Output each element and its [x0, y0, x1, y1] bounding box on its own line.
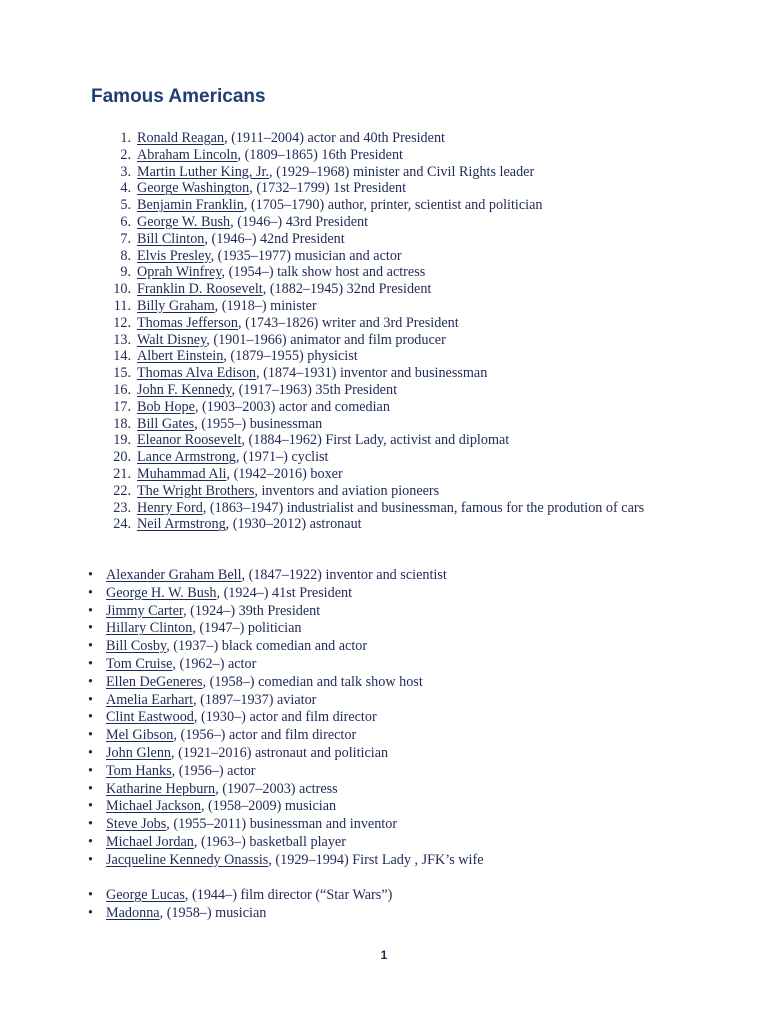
item-number: 3. [120, 163, 131, 180]
item-number: 21. [113, 465, 131, 482]
person-link[interactable]: Abraham Lincoln [137, 146, 238, 163]
list-item [100, 449, 700, 466]
list-item [88, 585, 688, 603]
list-item [100, 180, 700, 197]
list-item [88, 727, 688, 745]
item-description: , (1929–1994) First Lady , JFK’s wife [268, 851, 484, 868]
person-link[interactable]: George W. Bush [137, 213, 231, 230]
item-number: 5. [120, 197, 131, 214]
person-link[interactable]: Lance Armstrong [137, 449, 236, 466]
item-description: , (1743–1826) writer and 3rd President [238, 314, 459, 331]
list-item [88, 781, 688, 799]
item-number: 13. [113, 331, 131, 348]
item-description: , (1897–1937) aviator [193, 691, 317, 708]
item-number: 11. [113, 297, 131, 314]
person-link[interactable]: John F. Kennedy [137, 381, 232, 398]
item-number: 19. [113, 432, 131, 449]
item-number: 12. [113, 314, 131, 331]
item-description: , (1918–) minister [214, 297, 317, 314]
person-link[interactable]: Oprah Winfrey [137, 264, 222, 281]
person-link[interactable]: Ronald Reagan [137, 130, 225, 146]
list-item [88, 905, 688, 923]
item-number: 17. [113, 398, 131, 415]
item-number: 23. [113, 499, 131, 516]
person-link[interactable]: The Wright Brothers [137, 482, 255, 499]
list-item [100, 281, 700, 298]
item-description: , (1958–) comedian and talk show host [202, 673, 423, 690]
item-description: , (1958–2009) musician [200, 798, 337, 815]
person-link[interactable]: Tom Cruise [106, 655, 173, 672]
person-link[interactable]: Elvis Presley [137, 247, 211, 264]
item-number: 15. [113, 365, 131, 382]
list-item [100, 382, 700, 399]
item-description: , (1956–) actor [171, 762, 256, 779]
item-number: 10. [113, 281, 131, 298]
list-item [100, 399, 700, 416]
item-description: , (1935–1977) musician and actor [210, 247, 402, 264]
person-link[interactable]: Bob Hope [137, 398, 195, 415]
person-link[interactable]: Bill Clinton [137, 230, 205, 247]
person-link[interactable]: Alexander Graham Bell [106, 567, 242, 583]
item-description: , (1901–1966) animator and film producer [206, 331, 446, 348]
list-item [100, 500, 700, 517]
person-link[interactable]: Bill Cosby [106, 638, 167, 655]
list-item [88, 656, 688, 674]
person-link[interactable]: Clint Eastwood [106, 709, 194, 726]
person-link[interactable]: Henry Ford [137, 499, 203, 516]
item-description: , (1971–) cyclist [235, 449, 329, 466]
item-description: , (1929–1968) minister and Civil Rights leader [269, 163, 535, 180]
item-description: , (1863–1947) industrialist and businessman, famous for the prodution of cars [202, 499, 645, 516]
item-description: , (1946–) 42nd President [204, 230, 345, 247]
item-description: , (1962–) actor [172, 655, 257, 672]
list-item [88, 745, 688, 763]
person-link[interactable]: Muhammad Ali [137, 465, 227, 482]
list-item [100, 315, 700, 332]
list-item [88, 638, 688, 656]
item-description: , (1917–1963) 35th President [231, 381, 398, 398]
item-number: 18. [113, 415, 131, 432]
item-description: , (1942–2016) boxer [226, 465, 343, 482]
item-description: , inventors and aviation pioneers [254, 482, 440, 499]
item-description: , (1944–) film director (“Star Wars”) [184, 887, 393, 903]
list-item [88, 603, 688, 621]
person-link[interactable]: Hillary Clinton [106, 620, 193, 637]
list-item [88, 834, 688, 852]
list-item [100, 332, 700, 349]
list-item [100, 248, 700, 265]
person-link[interactable]: Benjamin Franklin [137, 197, 244, 214]
item-description: , (1947–) politician [192, 620, 302, 637]
page-number: 1 [380, 948, 388, 962]
person-link[interactable]: John Glenn [106, 744, 172, 761]
list-item [100, 147, 700, 164]
item-description: , (1956–) actor and film director [173, 727, 357, 744]
list-item [88, 763, 688, 781]
item-description: , (1911–2004) actor and 40th President [224, 130, 445, 146]
bullet-list [88, 567, 688, 870]
person-link[interactable]: Amelia Earhart [106, 691, 194, 708]
item-number: 22. [113, 482, 131, 499]
item-description: , (1930–2012) astronaut [225, 516, 362, 533]
list-item [100, 164, 700, 181]
item-description: , (1921–2016) astronaut and politician [171, 744, 389, 761]
list-item [100, 298, 700, 315]
item-description: , (1884–1962) First Lady, activist and diplomat [241, 432, 510, 449]
item-description: , (1955–2011) businessman and inventor [166, 816, 398, 833]
item-description: , (1907–2003) actress [215, 780, 338, 797]
list-item [100, 416, 700, 433]
item-description: , (1954–) talk show host and actress [221, 264, 426, 281]
item-description: , (1958–) musician [159, 904, 267, 921]
list-item [100, 264, 700, 281]
item-description: , (1946–) 43rd President [230, 213, 369, 230]
person-link[interactable]: Madonna [106, 904, 160, 921]
item-description: , (1963–) basketball player [193, 833, 346, 850]
item-description: , (1882–1945) 32nd President [262, 281, 432, 298]
list-item [88, 887, 688, 905]
item-description: , (1879–1955) physicist [223, 348, 358, 365]
item-description: , (1809–1865) 16th President [237, 146, 403, 163]
list-item [88, 620, 688, 638]
list-item [100, 432, 700, 449]
page-title: Famous Americans [91, 86, 266, 107]
item-number: 7. [120, 230, 131, 247]
item-number: 4. [120, 180, 131, 197]
item-description: , (1732–1799) 1st President [249, 180, 407, 197]
item-description: , (1955–) businessman [194, 415, 323, 432]
item-number: 2. [120, 146, 131, 163]
bullet-list [88, 887, 688, 923]
list-item [100, 231, 700, 248]
person-link[interactable]: Walt Disney [137, 331, 207, 348]
item-description: , (1705–1790) author, printer, scientist and politician [243, 197, 543, 214]
person-link[interactable]: George H. W. Bush [106, 584, 217, 601]
person-link[interactable]: Bill Gates [137, 415, 195, 432]
person-link[interactable]: Katharine Hepburn [106, 780, 216, 797]
person-link[interactable]: Michael Jordan [106, 833, 194, 850]
list-item [100, 483, 700, 500]
person-link[interactable]: Billy Graham [137, 297, 215, 314]
person-link[interactable]: Jimmy Carter [106, 602, 184, 619]
list-item [88, 567, 688, 585]
list-item [100, 130, 700, 147]
list-item [100, 197, 700, 214]
list-item [88, 674, 688, 692]
item-description: , (1924–) 41st President [216, 584, 353, 601]
person-link[interactable]: Mel Gibson [106, 727, 174, 744]
item-number: 20. [113, 449, 131, 466]
person-link[interactable]: Tom Hanks [106, 762, 172, 779]
list-item [88, 692, 688, 710]
item-description: , (1903–2003) actor and comedian [194, 398, 390, 415]
person-link[interactable]: Neil Armstrong [137, 516, 226, 533]
item-description: , (1937–) black comedian and actor [166, 638, 368, 655]
person-link[interactable]: Eleanor Roosevelt [137, 432, 242, 449]
list-item [100, 365, 700, 382]
item-number: 24. [113, 516, 131, 533]
item-number: 14. [113, 348, 131, 365]
item-number: 8. [120, 247, 131, 264]
list-item [100, 466, 700, 483]
item-description: , (1924–) 39th President [183, 602, 321, 619]
list-item [88, 852, 688, 870]
person-link[interactable]: Steve Jobs [106, 816, 167, 833]
item-number: 16. [113, 381, 131, 398]
item-description: , (1847–1922) inventor and scientist [241, 567, 447, 583]
list-item [88, 816, 688, 834]
list-item [100, 516, 700, 533]
person-link[interactable]: George Lucas [106, 887, 185, 903]
list-item [88, 798, 688, 816]
item-description: , (1874–1931) inventor and businessman [256, 365, 488, 382]
person-link[interactable]: George Washington [137, 180, 250, 197]
person-link[interactable]: Thomas Jefferson [137, 314, 238, 331]
list-item [88, 709, 688, 727]
item-number: 1. [120, 130, 131, 146]
person-link[interactable]: Franklin D. Roosevelt [137, 281, 263, 298]
numbered-list [100, 130, 700, 533]
person-link[interactable]: Jacqueline Kennedy Onassis [106, 851, 269, 868]
person-link[interactable]: Michael Jackson [106, 798, 201, 815]
item-number: 6. [120, 213, 131, 230]
person-link[interactable]: Thomas Alva Edison [137, 365, 257, 382]
list-item [100, 214, 700, 231]
list-item [100, 348, 700, 365]
person-link[interactable]: Albert Einstein [137, 348, 224, 365]
item-number: 9. [120, 264, 131, 281]
person-link[interactable]: Martin Luther King, Jr. [137, 163, 270, 180]
person-link[interactable]: Ellen DeGeneres [106, 673, 203, 690]
item-description: , (1930–) actor and film director [193, 709, 377, 726]
